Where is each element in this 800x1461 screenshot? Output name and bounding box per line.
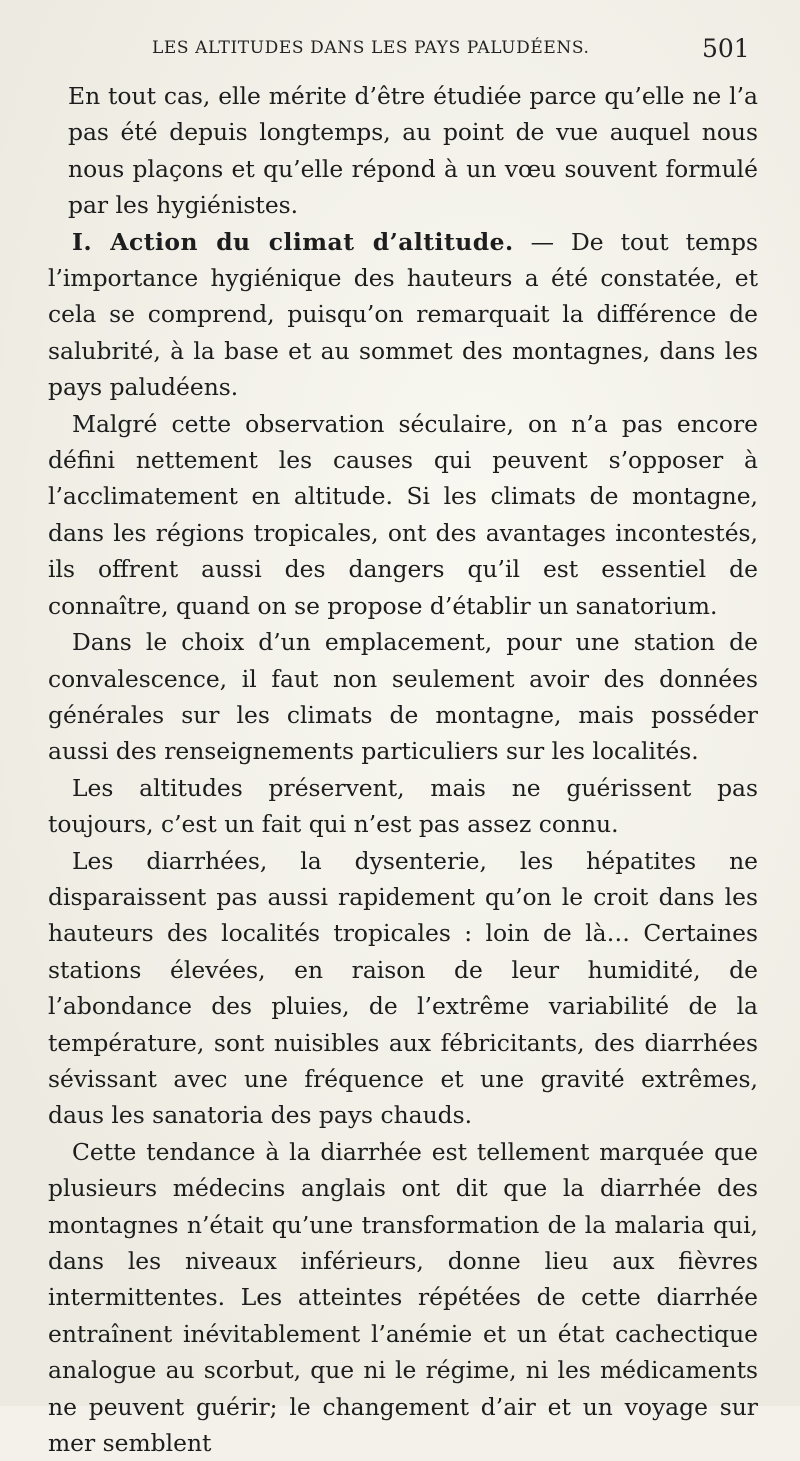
section-heading: I. Action du climat d’altitude.: [72, 227, 514, 256]
paragraph-6: Les diarrhées, la dysenterie, les hépatites ne disparaissent pas aussi rapidement qu’on le croit dans les hauteurs des localités tropicales : loin de là… Certaines stations élevées, en raison de leur humidité, de l’abondance des pluies, de l’extrême variabilité de la température, sont nuisibles aux fébricitants, des diarrhées sévissant avec une fréquence et une gravité extrêmes, daus les sanatoria des pays chauds.: [48, 846, 758, 1130]
running-head: [0, 34, 800, 70]
page-number: 501: [702, 34, 750, 63]
paragraph-3: Malgré cette observation séculaire, on n’a pas encore défini nettement les causes qui peuvent s’opposer à l’acclimatement en altitude. Si les climats de montagne, dans les régions tropicales, ont des avantages incontestés, ils offrent aussi des dangers qu’il est essentiel de connaître, quand on se propose d’établir un sanatorium.: [48, 409, 758, 620]
body-text: [48, 78, 758, 1461]
paragraph-2: [48, 224, 758, 406]
paragraph-1: En tout cas, elle mérite d’être étudiée parce qu’elle ne l’a pas été depuis longtemps, au point de vue auquel nous nous plaçons et qu’elle répond à un vœu souvent formulé par les hygiénistes.: [68, 82, 758, 220]
paragraph-4: Dans le choix d’un emplacement, pour une station de convalescence, il faut non seulement avoir des données générales sur les climats de montagne, mais posséder aussi des renseignements particuliers sur les localités.: [48, 628, 758, 766]
paragraph-7: Cette tendance à la diarrhée est tellement marquée que plusieurs médecins anglais ont dit que la diarrhée des montagnes n’était qu’une transformation de la malaria qui, dans les niveaux inférieurs, donne lieu aux fièvres intermittentes. Les atteintes répétées de cette diarrhée entraînent inévitablement l’anémie et un état cachectique analogue au scorbut, que ni le régime, ni les médicaments ne peuvent guérir; le changement d’air et un voyage sur mer semblent: [48, 1137, 758, 1458]
paragraph-2-text: — De tout temps l’importance hygiénique des hauteurs a été constatée, et cela se comprend, puisqu’on remarquait la différence de salubrité, à la base et au sommet des montagnes, dans les pays paludéens.: [48, 227, 758, 402]
running-title: LES ALTITUDES DANS LES PAYS PALUDÉENS.: [152, 38, 590, 58]
paragraph-5: Les altitudes préservent, mais ne guérissent pas toujours, c’est un fait qui n’est pas assez connu.: [48, 773, 758, 839]
